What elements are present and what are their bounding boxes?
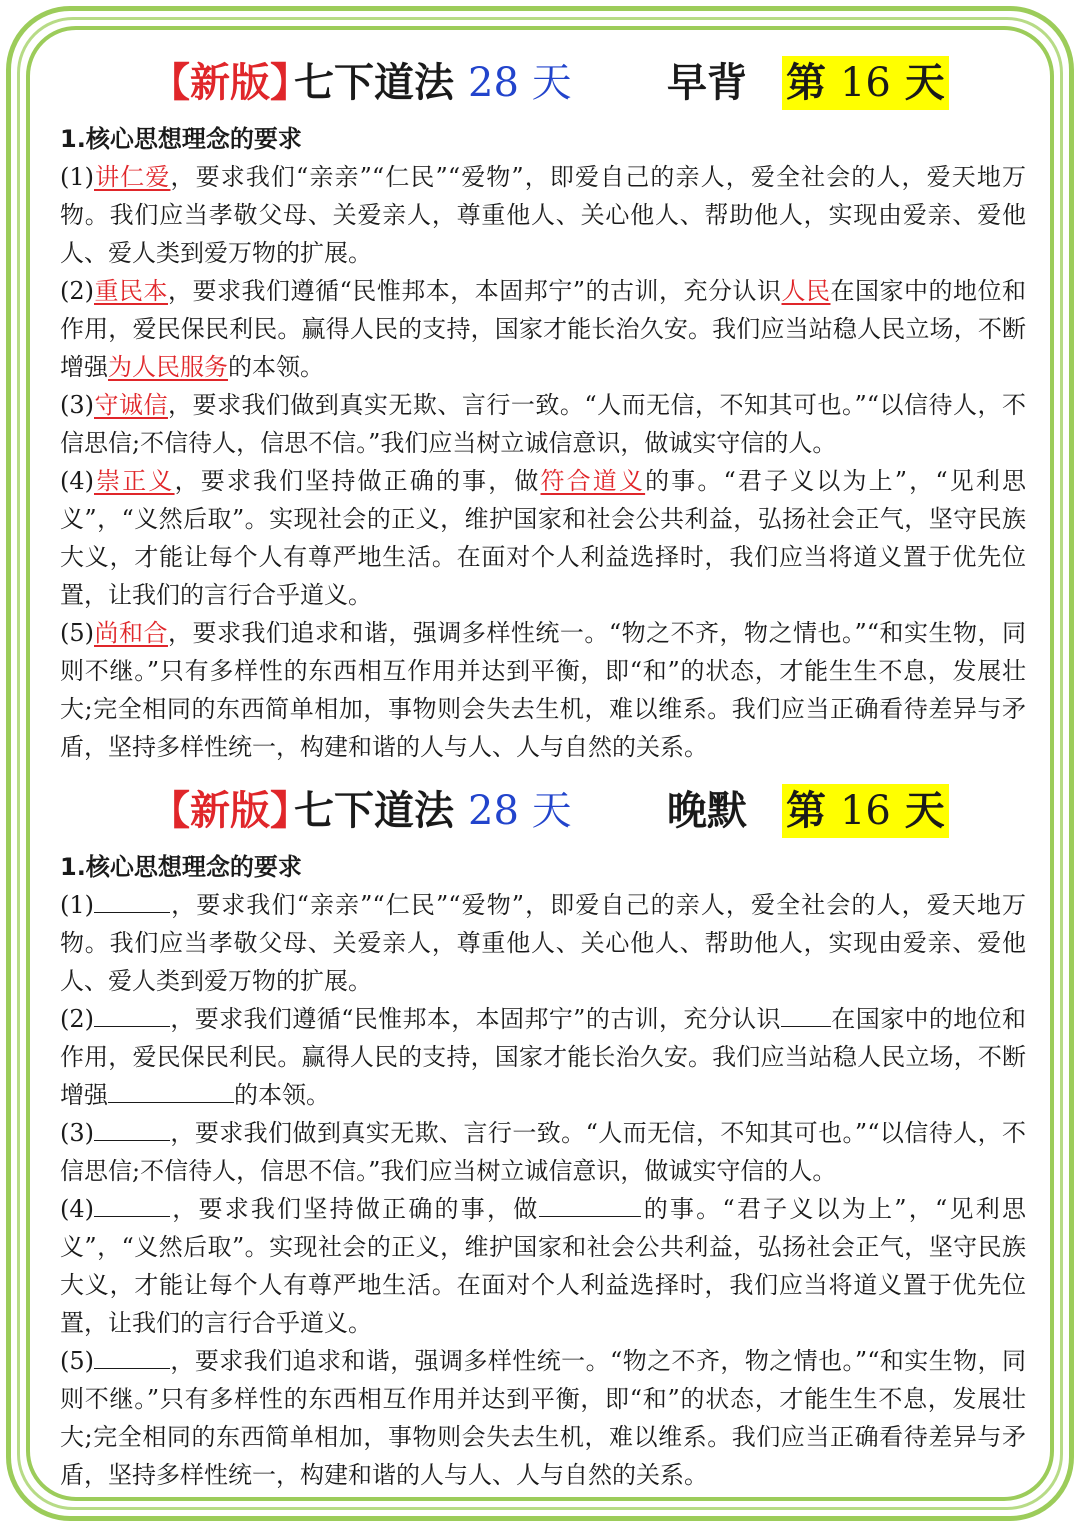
item-paragraph — [60, 1000, 1026, 1114]
item-text: ，要求我们追求和谐，强调多样性统一。“物之不齐，物之情也。”“和实生物，同则不继。”只有多样性的东西相互作用并达到平衡，即“和”的状态，才能生生不息，发展壮大;完全相同的东西简单相加，事物则会失去生机，难以维系。我们应当正确看待差异与矛盾，坚持多样性统一，构建和谐的人与人、人与自然的关系。 — [60, 1347, 1026, 1489]
item-text: 的本领。 — [234, 1081, 330, 1109]
fill-blank[interactable] — [94, 1346, 170, 1369]
item-number: (5) — [60, 619, 94, 647]
section-title — [60, 50, 1026, 116]
section-heading: 1.核心思想理念的要求 — [60, 853, 302, 881]
item-paragraph — [60, 1342, 1026, 1494]
day-number: 16 — [839, 60, 891, 106]
item-text: ，要求我们遵循“民惟邦本，本固邦宁”的古训，充分认识 — [168, 277, 782, 305]
fill-blank[interactable] — [94, 1004, 170, 1027]
section-title — [60, 778, 1026, 844]
item-number: (1) — [60, 891, 94, 919]
item-text: ，要求我们追求和谐，强调多样性统一。“物之不齐，物之情也。”“和实生物，同则不继。”只有多样性的东西相互作用并达到平衡，即“和”的状态，才能生生不息，发展壮大;完全相同的东西简单相加，事物则会失去生机，难以维系。我们应当正确看待差异与矛盾，坚持多样性统一，构建和谐的人与人、人与自然的关系。 — [60, 619, 1026, 761]
item-number: (1) — [60, 163, 94, 191]
item-number: (4) — [60, 467, 94, 495]
fill-blank[interactable] — [94, 1194, 170, 1217]
title-days: 28 天 — [468, 60, 572, 106]
item-text: ，要求我们遵循“民惟邦本，本固邦宁”的古训，充分认识 — [170, 1005, 781, 1033]
item-number: (2) — [60, 1005, 94, 1033]
item-text: ，要求我们“亲亲”“仁民”“爱物”，即爱自己的亲人，爱全社会的人，爱天地万物。我们应当孝敬父母、关爱亲人，尊重他人、关心他人、帮助他人，实现由爱亲、爱他人、爱人类到爱万物的扩展。 — [60, 891, 1026, 995]
key-term: 重民本 — [94, 277, 168, 305]
title-subject: 七下道法 — [294, 60, 454, 106]
item-number: (4) — [60, 1195, 94, 1223]
title-brand: 【新版】 — [150, 788, 310, 834]
page-content — [60, 50, 1026, 1494]
fill-blank[interactable] — [539, 1194, 641, 1217]
title-mode: 早背 — [667, 60, 747, 106]
item-text: 的事。“君子义以为上”，“见利思义”，“义然后取”。实现社会的正义，维护国家和社会公共利益，弘扬社会正气，坚守民族大义，才能让每个人有尊严地生活。在面对个人利益选择时，我们应当将道义置于优先位置，让我们的言行合乎道义。 — [60, 467, 1027, 609]
key-term: 尚和合 — [94, 619, 168, 647]
title-days: 28 天 — [468, 788, 572, 834]
fill-blank[interactable] — [94, 890, 170, 913]
day-prefix: 第 — [786, 788, 826, 834]
item-paragraph — [60, 158, 1026, 272]
key-term: 为人民服务 — [108, 353, 228, 381]
section-evening — [60, 778, 1026, 1494]
item-paragraph — [60, 886, 1026, 1000]
item-text: 在国家中的地位和作用，爱民保民利民。赢得人民的支持，国家才能长治久安。我们应当站稳人民立场，不断增强 — [60, 1005, 1026, 1109]
day-number: 16 — [839, 788, 891, 834]
item-paragraph — [60, 614, 1026, 766]
item-text: 的事。“君子义以为上”，“见利思义”，“义然后取”。实现社会的正义，维护国家和社会公共利益，弘扬社会正气，坚守民族大义，才能让每个人有尊严地生活。在面对个人利益选择时，我们应当将道义置于优先位置，让我们的言行合乎道义。 — [60, 1195, 1027, 1337]
item-text: ，要求我们“亲亲”“仁民”“爱物”，即爱自己的亲人，爱全社会的人，爱天地万物。我们应当孝敬父母、关爱亲人，尊重他人、关心他人、帮助他人，实现由爱亲、爱他人、爱人类到爱万物的扩展。 — [60, 163, 1026, 267]
title-subject: 七下道法 — [294, 788, 454, 834]
item-number: (2) — [60, 277, 94, 305]
item-number: (3) — [60, 391, 94, 419]
item-text: ，要求我们做到真实无欺、言行一致。“人而无信，不知其可也。”“以信待人，不信思信;不信待人，信思不信。”我们应当树立诚信意识，做诚实守信的人。 — [60, 1119, 1026, 1185]
key-term: 讲仁爱 — [94, 163, 171, 191]
item-paragraph — [60, 1190, 1026, 1342]
key-term: 守诚信 — [94, 391, 168, 419]
title-day-badge — [782, 784, 949, 838]
day-prefix: 第 — [786, 60, 826, 106]
item-paragraph — [60, 1114, 1026, 1190]
title-mode: 晚默 — [667, 788, 747, 834]
fill-blank[interactable] — [108, 1080, 234, 1103]
item-text: ，要求我们坚持做正确的事，做 — [170, 1195, 540, 1223]
key-term: 崇正义 — [94, 467, 175, 495]
key-term: 符合道义 — [540, 467, 646, 495]
section-heading: 1.核心思想理念的要求 — [60, 125, 302, 153]
item-number: (5) — [60, 1347, 94, 1375]
title-brand: 【新版】 — [150, 60, 310, 106]
day-suffix: 天 — [904, 788, 945, 834]
item-text: ，要求我们做到真实无欺、言行一致。“人而无信，不知其可也。”“以信待人，不信思信;不信待人，信思不信。”我们应当树立诚信意识，做诚实守信的人。 — [60, 391, 1026, 457]
item-text: ，要求我们坚持做正确的事，做 — [174, 467, 541, 495]
item-paragraph — [60, 386, 1026, 462]
title-day-badge — [782, 56, 949, 110]
section-morning — [60, 50, 1026, 766]
item-text: 的本领。 — [228, 353, 324, 381]
key-term: 人民 — [781, 277, 831, 305]
item-paragraph — [60, 272, 1026, 386]
item-number: (3) — [60, 1119, 94, 1147]
fill-blank[interactable] — [94, 1118, 170, 1141]
day-suffix: 天 — [904, 60, 945, 106]
item-text: 在国家中的地位和作用，爱民保民利民。赢得人民的支持，国家才能长治久安。我们应当站稳人民立场，不断增强 — [60, 277, 1027, 381]
item-paragraph — [60, 462, 1026, 614]
fill-blank[interactable] — [781, 1004, 831, 1027]
